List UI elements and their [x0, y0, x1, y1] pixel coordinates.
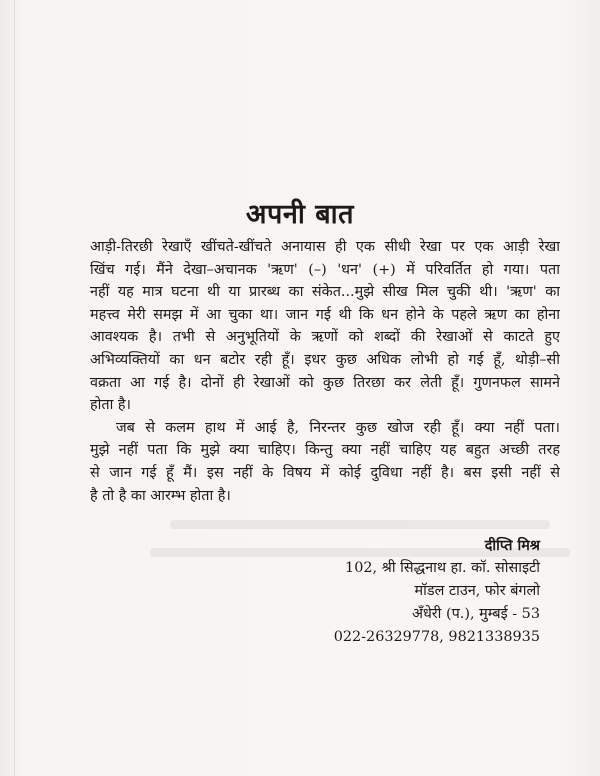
page-title: अपनी बात	[245, 199, 355, 231]
text-line: मुझे नहीं पता कि मुझे क्या चाहिए। किन्तु क्या नहीं चाहिए यह बहुत अच्छी तरह	[90, 442, 560, 459]
text-line: महत्त्व मेरी समझ में आ चुका था। जान गई थी कि धन होने के पहले ऋण का होना	[90, 306, 560, 323]
address-line: अँधेरी (प.), मुम्बई - 53	[411, 606, 540, 622]
text-line: जब से कलम हाथ में आई है, निरन्तर कुछ खोज रही हूँ। क्या नहीं पता।	[116, 419, 560, 436]
text-line: खिंच गई। मैंने देखा–अचानक 'ऋण' (–) 'धन' (+) में परिवर्तित हो गया। पता	[90, 261, 560, 278]
preface-body	[90, 236, 560, 507]
author-name: दीप्ति मिश्र	[484, 537, 540, 554]
paragraph-1	[90, 236, 560, 417]
text-line: आवश्यक है। तभी से अनुभूतियों के ऋणों को शब्दों की रेखाओं से काटते हुए	[90, 329, 560, 346]
text-line: होता है।	[90, 397, 131, 414]
paragraph-2	[90, 417, 560, 507]
text-line: से जान गई हूँ मैं। इस नहीं के विषय में कोई दुविधा नहीं है। बस इसी नहीं से	[90, 464, 560, 481]
show-through-smudge	[170, 520, 550, 529]
author-signature-block	[334, 534, 540, 649]
text-line: अभिव्यक्तियों का धन बटोर रही हूँ। इधर कुछ अधिक लोभी हो गई हूँ, थोड़ी–सी	[90, 351, 560, 368]
phone-numbers: 022-26329778, 9821338935	[333, 629, 540, 645]
text-line: आड़ी-तिरछी रेखाएँ खींचते-खींचते अनायास ही एक सीधी रेखा पर एक आड़ी रेखा	[90, 239, 560, 255]
address-line: मॉडल टाउन, फोर बंगलो	[414, 583, 540, 599]
text-line: है तो है का आरम्भ होता है।	[90, 487, 231, 504]
text-line: वक्रता आ गई है। दोनों ही रेखाओं को कुछ तिरछा कर लेती हूँ। गुणनफल सामने	[90, 374, 560, 391]
text-line: नहीं यह मात्र घटना थी या प्रारब्ध का संकेत...मुझे सीख मिल चुकी थी। 'ऋण' का	[90, 284, 560, 301]
address-line: 102, श्री सिद्धनाथ हा. कॉ. सोसाइटी	[345, 560, 540, 576]
binding-edge	[0, 0, 15, 776]
